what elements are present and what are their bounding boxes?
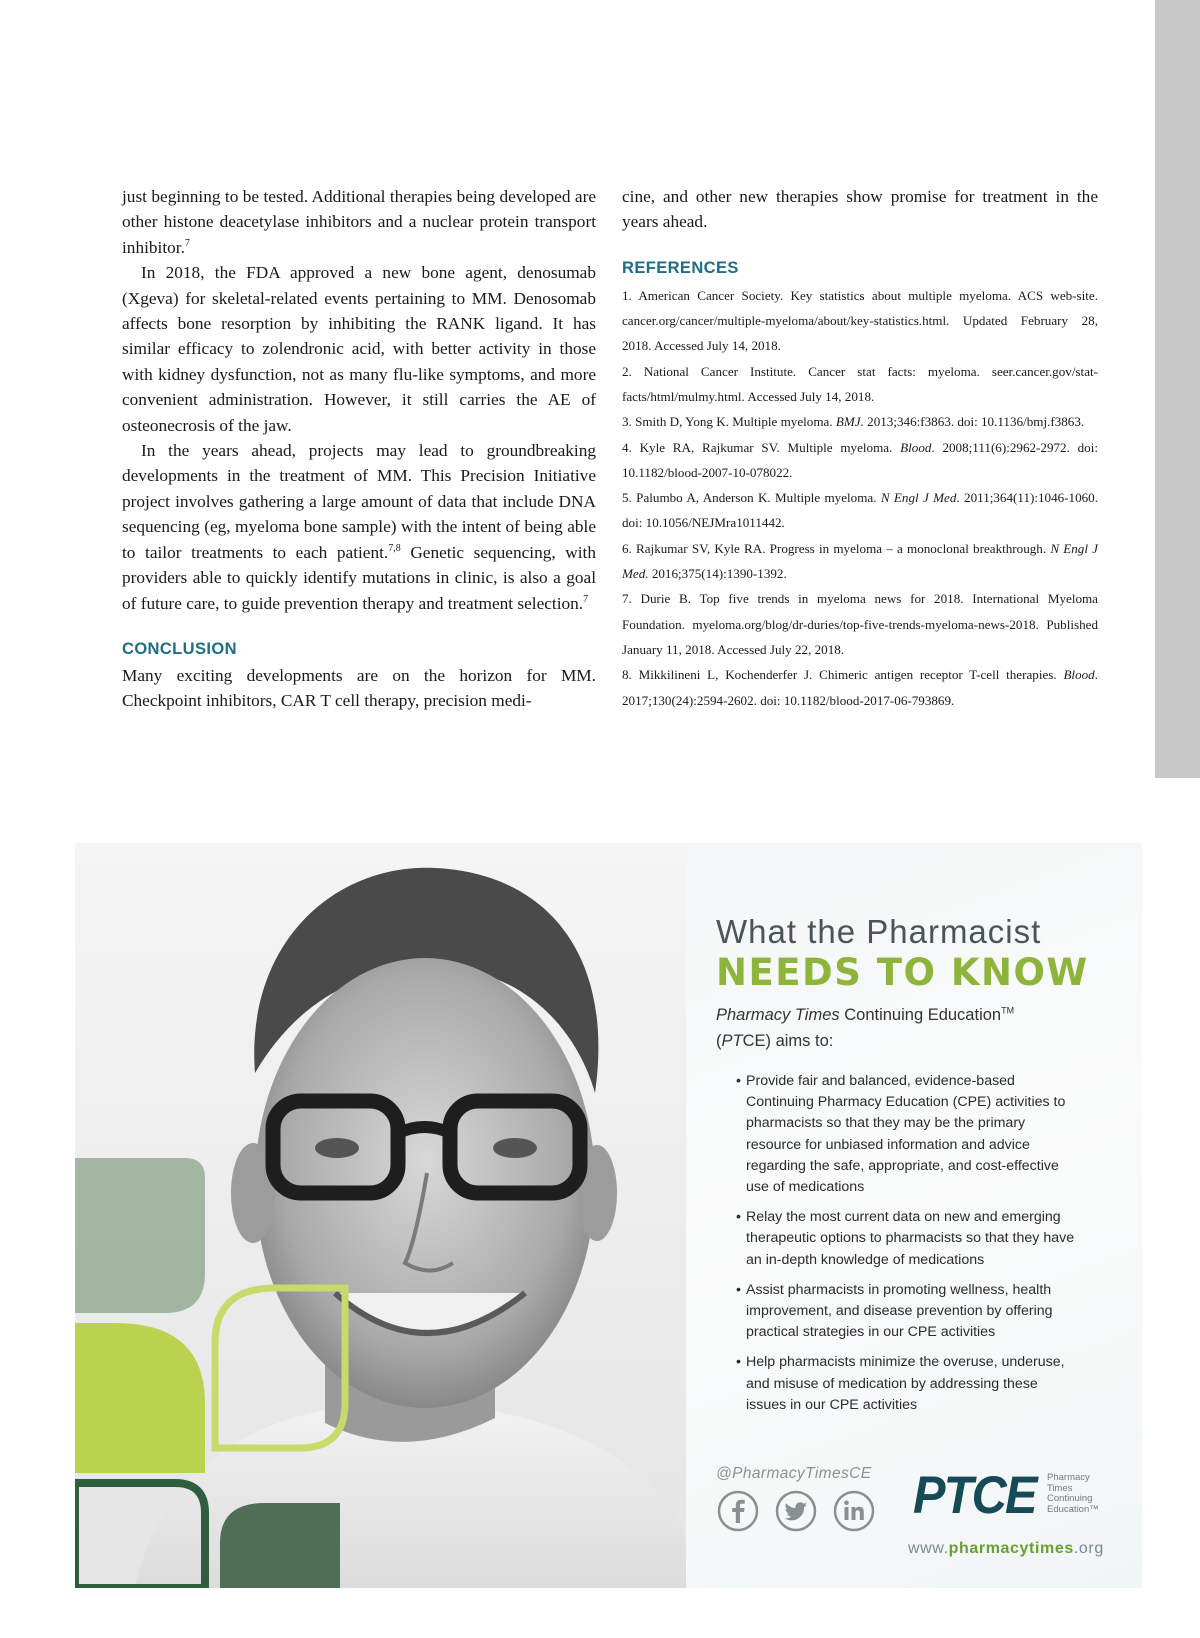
conclusion-continuation: cine, and other new therapies show promise for treatment in the years ahead.: [622, 187, 1098, 232]
linkedin-icon[interactable]: [833, 1490, 875, 1532]
ad-intro: Pharmacy Times Continuing Education™ (PTCE) aims to:: [716, 1005, 1015, 1050]
ad-title: NEEDS TO KNOW: [716, 951, 1089, 994]
conclusion-heading: CONCLUSION: [122, 639, 237, 658]
ptce-website-link[interactable]: www.pharmacytimes.org: [908, 1540, 1104, 1557]
reference-item: 4. Kyle RA, Rajkumar SV. Multiple myeloma. Blood. 2008;111(6):2962-2972. doi: 10.1182/blood-2007-10-078022.: [622, 439, 1098, 480]
paragraph-3: In the years ahead, projects may lead to groundbreaking developments in the treatment of MM. This Precision Initiative project involves gathering a large amount of data that include DNA sequencing (eg, myeloma bone sample) with the intent of being able to tailor treatments to each patient.$^{7,8}$ Genetic sequencing, with providers able to quickly identify mutations in clinic, is also a goal of future care, to guide prevention therapy and treatment selection.$^7$: [122, 441, 596, 613]
reference-item: 7. Durie B. Top five trends in myeloma news for 2018. International Myeloma Foundation. myeloma.org/blog/dr-duries/top-five-trends-myeloma-news-2018. Published January 11, 2018. Accessed July 22, 2018.: [622, 591, 1098, 657]
ad-bullet-list: [736, 1071, 1076, 1425]
references-list: [622, 283, 1098, 713]
facebook-icon[interactable]: [717, 1490, 759, 1532]
conclusion-paragraph: Many exciting developments are on the horizon for MM. Checkpoint inhibitors, CAR T cell therapy, precision medi-: [122, 665, 596, 711]
ptce-logo-subtext: Pharmacy Times Continuing Education™: [1047, 1472, 1099, 1515]
ptce-logo: PTCE: [913, 1466, 1036, 1525]
reference-item: 3. Smith D, Yong K. Multiple myeloma. BMJ. 2013;346:f3863. doi: 10.1136/bmj.f3863.: [622, 414, 1085, 430]
reference-item: 5. Palumbo A, Anderson K. Multiple myeloma. N Engl J Med. 2011;364(11):1046-1060. doi: 10.1056/NEJMra1011442.: [622, 490, 1098, 531]
page-edge-tab: [1155, 0, 1200, 778]
article-left-column: [122, 184, 596, 714]
twitter-icon[interactable]: [775, 1490, 817, 1532]
pharmacist-portrait-illustration: [75, 843, 686, 1588]
ad-bullet-item: • Provide fair and balanced, evidence-based Continuing Pharmacy Education (CPE) activities to pharmacists so that they may be the primary resource for unbiased information and advice regarding the safe, appropriate, and cost-effective use of medications: [736, 1071, 1076, 1198]
reference-item: 6. Rajkumar SV, Kyle RA. Progress in myeloma – a monoclonal breakthrough. N Engl J Med. 2016;375(14):1390-1392.: [622, 540, 1098, 582]
citation: 7: [583, 593, 589, 605]
ad-bullet-item: • Assist pharmacists in promoting wellness, health improvement, and disease prevention by offering practical strategies in our CPE activities: [736, 1280, 1076, 1344]
citation: 7,8: [388, 542, 401, 554]
article-right-column: [622, 184, 1098, 713]
reference-item: 1. American Cancer Society. Key statistics about multiple myeloma. ACS web-site. cancer.org/cancer/multiple-myeloma/about/key-statistics.html. Updated February 28, 2018. Accessed July 14, 2018.: [622, 287, 1098, 354]
paragraph-2: In 2018, the FDA approved a new bone agent, denosumab (Xgeva) for skeletal-related events pertaining to MM. Denosomab affects bone resorption by inhibiting the RANK ligand. It has similar efficacy to zolendronic acid, with better activity in those with kidney dysfunction, not as many flu-like symptoms, and more convenient administration. However, it still carries the AE of osteonecrosis of the jaw.: [122, 263, 596, 435]
paragraph-1: just beginning to be tested. Additional therapies being developed are other histone deacetylase inhibitors and a nuclear protein transport inhibitor.$^7$: [122, 187, 596, 257]
reference-item: 2. National Cancer Institute. Cancer stat facts: myeloma. seer.cancer.gov/stat-facts/html/mulmy.html. Accessed July 14, 2018.: [622, 363, 1098, 404]
reference-item: 8. Mikkilineni L, Kochenderfer J. Chimeric antigen receptor T-cell therapies. Blood. 2017;130(24):2594-2602. doi: 10.1182/blood-2017-06-793869.: [622, 667, 1098, 708]
citation: 7: [184, 238, 190, 250]
ad-bullet-item: • Help pharmacists minimize the overuse, underuse, and misuse of medication by addressing these issues in our CPE activities: [736, 1352, 1076, 1416]
references-heading: REFERENCES: [622, 258, 739, 277]
ad-bullet-item: • Relay the most current data on new and emerging therapeutic options to pharmacists so that they have an in-depth knowledge of medications: [736, 1207, 1076, 1271]
social-handle: @PharmacyTimesCE: [716, 1465, 872, 1482]
pharmacist-photo: [75, 843, 686, 1588]
ad-subtitle: What the Pharmacist: [716, 913, 1042, 950]
